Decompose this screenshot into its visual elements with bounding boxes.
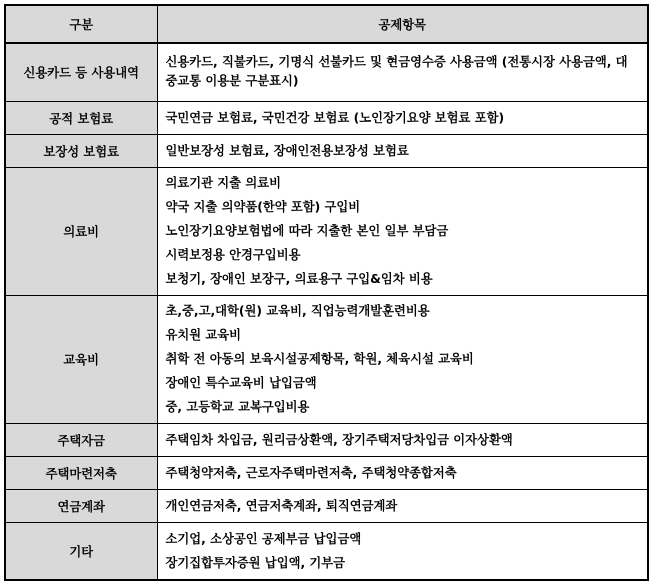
table-row <box>5 295 648 423</box>
deduction-item: 의료기관 지출 의료비 <box>165 176 281 190</box>
category-cell: 신용카드 등 사용내역 <box>5 43 157 101</box>
table-row <box>5 489 648 522</box>
category-cell: 보장성 보험료 <box>5 134 157 167</box>
deduction-table-container <box>4 4 649 581</box>
deduction-item: 유치원 교육비 <box>165 328 242 342</box>
category-cell: 기타 <box>5 522 157 580</box>
deduction-item: 보청기, 장애인 보장구, 의료용구 구입&임차 비용 <box>165 272 433 286</box>
table-row <box>5 43 648 101</box>
items-cell <box>157 489 648 522</box>
deduction-item: 개인연금저축, 연금저축계좌, 퇴직연금계좌 <box>165 498 398 513</box>
category-cell: 주택마련저축 <box>5 456 157 489</box>
deduction-item: 소기업, 소상공인 공제부금 납입금액 <box>165 531 362 546</box>
table-row <box>5 101 648 134</box>
items-cell <box>157 522 648 580</box>
table-row <box>5 134 648 167</box>
items-cell <box>157 167 648 295</box>
category-cell: 의료비 <box>5 167 157 295</box>
items-cell <box>157 423 648 456</box>
items-cell <box>157 134 648 167</box>
deduction-item: 취학 전 아동의 보육시설공제항목, 학원, 체육시설 교육비 <box>165 352 474 366</box>
deduction-item: 장기집합투자증원 납입액, 기부금 <box>165 555 346 570</box>
deduction-table <box>4 4 649 581</box>
deduction-item: 중, 고등학교 교복구입비용 <box>165 400 310 414</box>
category-cell: 교육비 <box>5 295 157 423</box>
table-row <box>5 423 648 456</box>
deduction-item: 국민연금 보험료, 국민건강 보험료 (노인장기요양 보험료 포함) <box>165 110 505 125</box>
items-cell <box>157 101 648 134</box>
items-cell <box>157 43 648 101</box>
deduction-item: 일반보장성 보험료, 장애인전용보장성 보험료 <box>165 143 409 158</box>
deduction-item: 장애인 특수교육비 납입금액 <box>165 376 317 390</box>
deduction-item: 초,중,고,대학(원) 교육비, 직업능력개발훈련비용 <box>165 304 430 318</box>
deduction-item: 노인장기요양보험법에 따라 지출한 본인 일부 부담금 <box>165 224 449 238</box>
table-row <box>5 522 648 580</box>
deduction-item: 신용카드, 직불카드, 기명식 선불카드 및 현금영수증 사용금액 (전통시장 사용금액, 대중교통 이용분 구분표시) <box>165 55 628 89</box>
deduction-item: 주택임차 차입금, 원리금상환액, 장기주택저당차입금 이자상환액 <box>165 432 513 447</box>
deduction-item: 주택청약저축, 근로자주택마련저축, 주택청약종합저축 <box>165 465 457 480</box>
category-cell: 주택자금 <box>5 423 157 456</box>
category-cell: 연금계좌 <box>5 489 157 522</box>
items-cell <box>157 295 648 423</box>
table-header-row <box>5 5 648 43</box>
items-cell <box>157 456 648 489</box>
deduction-item: 시력보정용 안경구입비용 <box>165 248 301 262</box>
header-category: 구분 <box>5 5 157 43</box>
deduction-item: 약국 지출 의약품(한약 포함) 구입비 <box>165 200 361 214</box>
table-row <box>5 167 648 295</box>
header-deduction-items: 공제항목 <box>157 5 648 43</box>
table-row <box>5 456 648 489</box>
category-cell: 공적 보험료 <box>5 101 157 134</box>
